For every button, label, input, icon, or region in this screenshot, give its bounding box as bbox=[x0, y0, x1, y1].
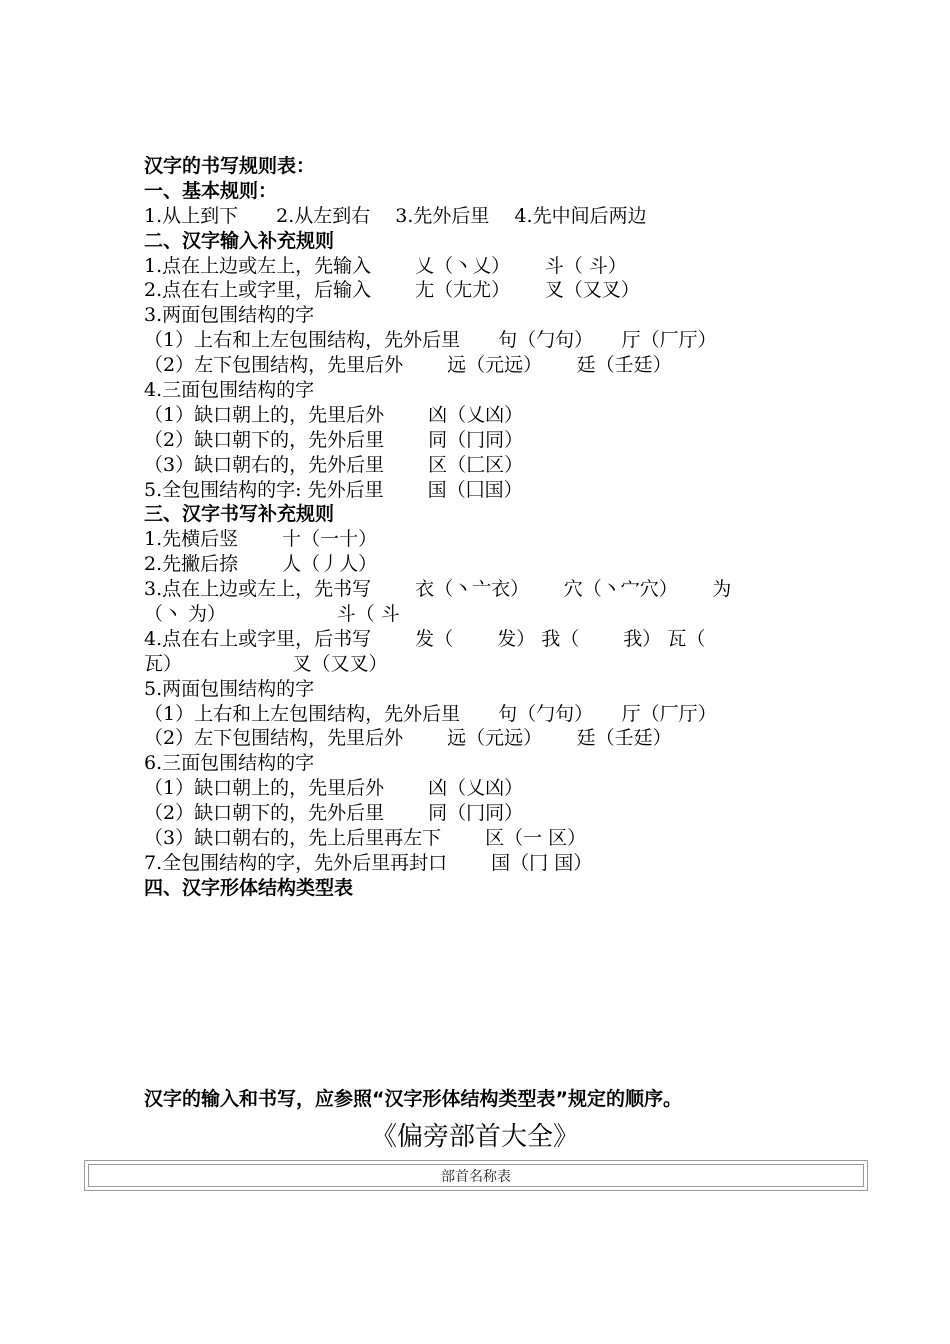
closing-sentence: 汉字的输入和书写，应参照“汉字形体结构类型表”规定的顺序。 bbox=[144, 1088, 682, 1110]
radical-names-table bbox=[84, 1160, 868, 1191]
rule-line: 4.点在右上或字里，后书写 发（ 发） 我（ 我） 瓦（ bbox=[144, 627, 706, 650]
rules-content bbox=[144, 154, 824, 901]
section-heading: 三、汉字书写补充规则 bbox=[144, 503, 335, 526]
rule-line: 5.两面包围结构的字 bbox=[144, 677, 315, 700]
rule-line: （3）缺口朝右的，先外后里 区（匚区） bbox=[144, 453, 524, 476]
rule-line: （1）缺口朝上的，先里后外 凶（乂凶） bbox=[144, 403, 524, 426]
rule-line: （1）上右和上左包围结构，先外后里 句（勹句） 厅（厂厅） bbox=[144, 702, 717, 725]
rule-line: 4.三面包围结构的字 bbox=[144, 379, 315, 402]
rule-line: 2.先撇后捺 人（丿人） bbox=[144, 553, 378, 576]
rule-line: （丶 为） 斗（ 斗 bbox=[144, 603, 400, 626]
rule-line: （2）缺口朝下的，先外后里 同（冂同） bbox=[144, 802, 524, 825]
rule-line: 1.从上到下 2.从左到右 3.先外后里 4.先中间后两边 bbox=[144, 204, 647, 227]
rule-line: （2）左下包围结构，先里后外 远（元远） 廷（壬廷） bbox=[144, 727, 672, 750]
rule-line: 2.点在右上或字里，后输入 尢（尢尤） 叉（又叉） bbox=[144, 279, 640, 302]
rule-line: （2）左下包围结构，先里后外 远（元远） 廷（壬廷） bbox=[144, 354, 672, 377]
rule-line: 5.全包围结构的字: 先外后里 国（囗国） bbox=[144, 478, 523, 501]
rule-line: （2）缺口朝下的，先外后里 同（冂同） bbox=[144, 428, 524, 451]
section-heading: 一、基本规则： bbox=[144, 179, 278, 202]
rule-line: 6.三面包围结构的字 bbox=[144, 752, 315, 775]
rule-line: （1）缺口朝上的，先里后外 凶（乂凶） bbox=[144, 777, 524, 800]
rule-line: 3.两面包围结构的字 bbox=[144, 304, 315, 327]
rule-line: 瓦） 叉（又叉） bbox=[144, 652, 388, 675]
rule-line: 1.点在上边或左上，先输入 乂（丶乂） 斗（ 斗） bbox=[144, 254, 627, 277]
section-heading: 二、汉字输入补充规则 bbox=[144, 229, 335, 252]
section-heading: 汉字的书写规则表： bbox=[144, 155, 316, 177]
rule-line: 7.全包围结构的字，先外后里再封口 国（冂 国） bbox=[144, 851, 593, 874]
rule-line: 1.先横后竖 十（一十） bbox=[144, 528, 378, 551]
rule-line: （3）缺口朝右的，先上后里再左下 区（一 区） bbox=[144, 827, 587, 850]
table-caption: 部首名称表 bbox=[88, 1164, 864, 1187]
rule-line: （1）上右和上左包围结构，先外后里 句（勹句） 厅（厂厅） bbox=[144, 329, 717, 352]
section-heading: 四、汉字形体结构类型表 bbox=[144, 876, 354, 899]
rule-line: 3.点在上边或左上，先书写 衣（丶亠衣） 穴（丶宀穴） 为 bbox=[144, 578, 732, 601]
book-title: 《偏旁部首大全》 bbox=[370, 1122, 579, 1152]
